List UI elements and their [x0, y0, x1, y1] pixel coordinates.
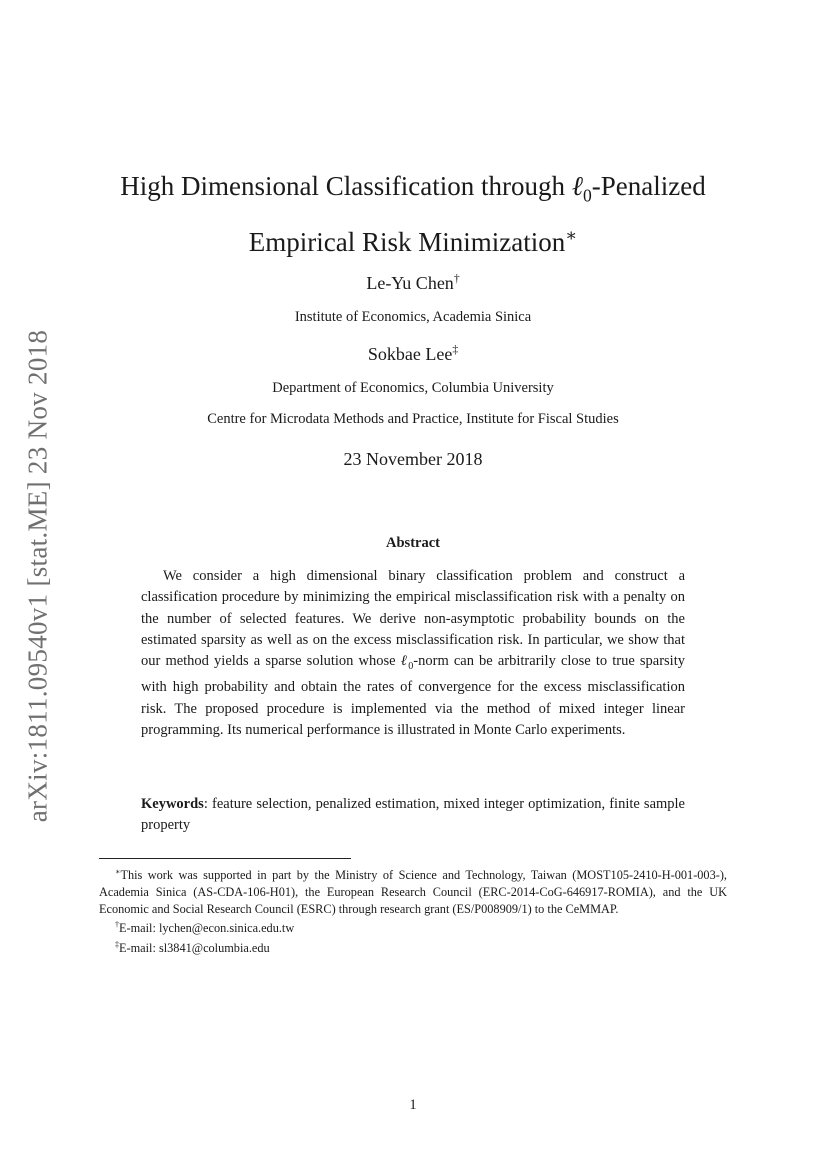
author-1-footnote-mark: †: [453, 272, 460, 285]
page-number: 1: [409, 1097, 417, 1113]
footnotes: [99, 864, 727, 957]
footnote-email-1-text: E-mail: lychen@econ.sinica.edu.tw: [119, 921, 295, 936]
abstract-text-part-2: -norm can be arbitrarily close to true sparsity with high probability and obtain the rates of convergence for the excess misclassification risk. The proposed procedure is implemented via the method of mixed integer linear programming. Its numerical performance is illustrated in Monte Carlo experiments.: [141, 653, 685, 738]
author-1-name: Le-Yu Chen: [366, 273, 454, 293]
title-line-1-post: -Penalized: [591, 171, 706, 201]
author-2-affiliation-1: Department of Economics, Columbia University: [272, 380, 554, 396]
footnote-funding-mark: ∗: [115, 867, 121, 876]
author-2-footnote-mark: ‡: [452, 343, 459, 356]
footnote-email-2-mark: ‡: [115, 940, 119, 950]
paper-title: [80, 166, 746, 262]
footnote-email-2-text: E-mail: sl3841@columbia.edu: [119, 941, 270, 956]
arxiv-identifier-stamp: arXiv:1811.09540v1 [stat.ME] 23 Nov 2018: [22, 329, 53, 823]
title-line-2-text: Empirical Risk Minimization: [248, 227, 566, 258]
paper-date: 23 November 2018: [343, 449, 483, 469]
title-footnote-mark: ∗: [565, 225, 578, 246]
footnote-funding-text: This work was supported in part by the Ministry of Science and Technology, Taiwan (MOST105-2410-H-001-003-), Academia Sinica (AS-CDA-106-H01), the European Research Council (ERC-2014-CoG-646917-ROMIA), and the UK Economic and Social Research Council (ESRC) through research grant (ES/P008909/1) to the CeMMAP.: [99, 868, 727, 916]
author-2-name: Sokbae Lee: [367, 344, 453, 364]
footnote-email-1-mark: †: [115, 920, 119, 930]
footnote-divider: [99, 858, 351, 859]
author-2-affiliation-2: Centre for Microdata Methods and Practice, Institute for Fiscal Studies: [207, 411, 619, 427]
footnote-funding: [99, 864, 727, 917]
keywords: [141, 794, 685, 837]
title-line-1-pre: High Dimensional Classification through: [120, 171, 572, 201]
abstract-text-part-1: We consider a high dimensional binary classification problem and construct a classification procedure by minimizing the empirical misclassification risk with a penalty on the number of selected features. We derive non-asymptotic probability bounds on the estimated sparsity as well as on the excess misclassification risk. In particular, we show that our method yields a sparse solution whose: [141, 568, 685, 670]
footnote-email-1: [99, 917, 727, 937]
abstract-body: [141, 566, 685, 741]
abstract-ell-symbol: ℓ: [400, 653, 409, 670]
abstract-subscript: 0: [408, 661, 414, 673]
title-line-2: [80, 215, 746, 262]
keywords-text: : feature selection, penalized estimation, mixed integer optimization, finite sample property: [141, 796, 685, 834]
title-subscript: 0: [582, 185, 592, 206]
author-1: [80, 272, 746, 294]
abstract-heading: Abstract: [386, 535, 440, 551]
title-line-1: [80, 166, 746, 215]
footnote-email-2: [99, 937, 727, 957]
author-2: [80, 343, 746, 365]
author-1-affiliation: Institute of Economics, Academia Sinica: [294, 309, 532, 325]
title-ell-symbol: ℓ: [571, 171, 583, 201]
keywords-label: Keywords: [141, 796, 204, 812]
